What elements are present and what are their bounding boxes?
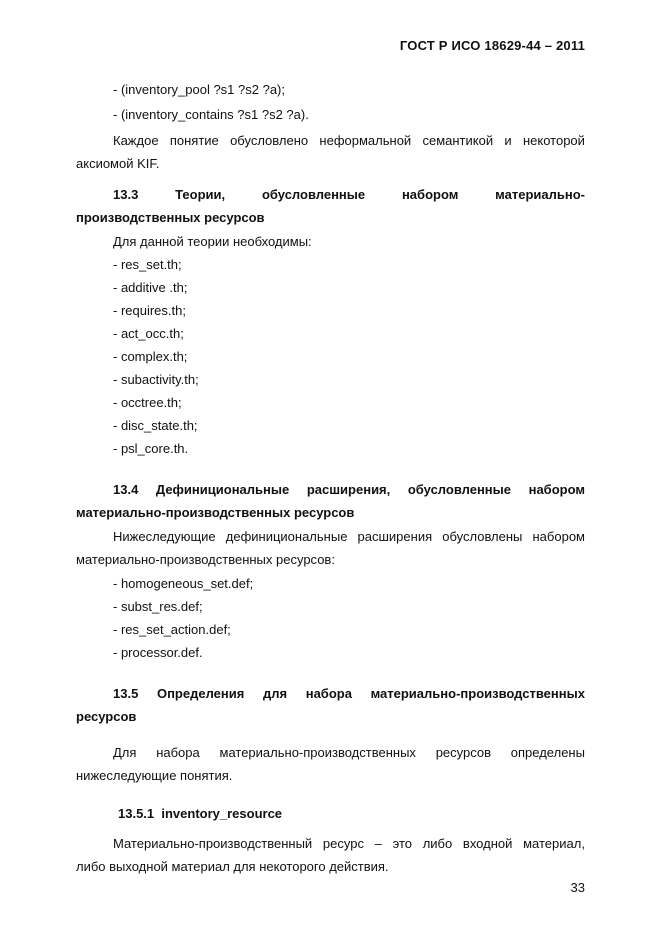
document-header: ГОСТ Р ИСО 18629-44 – 2011 <box>399 38 585 53</box>
word: обусловленные <box>407 482 511 497</box>
list-item: - (inventory_pool ?s1 ?s2 ?a); <box>113 82 285 97</box>
page-number: 33 <box>570 880 585 895</box>
word: расширения, <box>306 482 391 497</box>
word: набора <box>305 686 352 701</box>
section-13-4-lead-line1 <box>113 529 585 545</box>
word: 13.5 <box>113 686 139 701</box>
word: Для <box>113 745 137 760</box>
section-13-5-paragraph-line1 <box>113 745 585 761</box>
word: и <box>504 133 512 148</box>
list-item: - res_set.th; <box>113 257 182 272</box>
word: это <box>392 836 412 851</box>
word: Определения <box>156 686 245 701</box>
section-13-4-lead-line2: материально-производственных ресурсов: <box>76 552 335 567</box>
list-item: - occtree.th; <box>113 395 182 410</box>
word: материально- <box>495 187 585 202</box>
section-13-5-1-paragraph-line1 <box>113 836 585 852</box>
word: материал, <box>523 836 585 851</box>
section-13-5-1-paragraph-line2: либо выходной материал для некоторого действия. <box>76 859 389 874</box>
word: ресурс <box>322 836 364 851</box>
word: семантикой <box>422 133 494 148</box>
section-13-5-paragraph-line2: нижеследующие понятия. <box>76 768 233 783</box>
list-item: - (inventory_contains ?s1 ?s2 ?a). <box>113 107 309 122</box>
list-item: - disc_state.th; <box>113 418 198 433</box>
section-13-5-heading-line2: ресурсов <box>76 709 137 724</box>
intro-paragraph-line2: аксиомой KIF. <box>76 156 160 171</box>
list-item: - requires.th; <box>113 303 186 318</box>
word: набором <box>532 529 585 544</box>
word: ресурсов <box>435 745 492 760</box>
word: дефинициональные <box>225 529 348 544</box>
list-item: - subactivity.th; <box>113 372 199 387</box>
word: материально-производственных <box>219 745 416 760</box>
word: 13.4 <box>113 482 139 497</box>
list-item: - psl_core.th. <box>113 441 189 456</box>
word: обусловлены <box>442 529 523 544</box>
section-13-3-heading-line2: производственных ресурсов <box>76 210 265 225</box>
word: для <box>262 686 288 701</box>
word: некоторой <box>522 133 585 148</box>
list-item: - res_set_action.def; <box>113 622 231 637</box>
word: обусловленные <box>261 187 366 202</box>
list-item: - complex.th; <box>113 349 188 364</box>
word: набора <box>156 745 200 760</box>
word: набором <box>528 482 585 497</box>
list-item: - additive .th; <box>113 280 188 295</box>
list-item: - subst_res.def; <box>113 599 203 614</box>
word: Материально-производственный <box>113 836 313 851</box>
section-13-4-heading <box>113 482 585 498</box>
word: Нижеследующие <box>113 529 216 544</box>
section-13-5-1-heading: 13.5.1 inventory_resource <box>118 806 283 821</box>
word: 13.3 <box>113 187 139 202</box>
word: набором <box>401 187 459 202</box>
list-item: - processor.def. <box>113 645 203 660</box>
section-13-5-heading <box>113 686 585 702</box>
section-13-4-heading-line2: материально-производственных ресурсов <box>76 505 355 520</box>
word: расширения <box>357 529 433 544</box>
word: Каждое <box>113 133 159 148</box>
word: либо <box>422 836 453 851</box>
list-item: - act_occ.th; <box>113 326 184 341</box>
word: – <box>374 836 382 851</box>
word: неформальной <box>319 133 412 148</box>
word: обусловлено <box>230 133 309 148</box>
section-13-3-heading <box>113 187 585 203</box>
word: Теории, <box>175 187 226 202</box>
intro-paragraph-line1 <box>113 133 585 149</box>
word: понятие <box>169 133 219 148</box>
word: определены <box>510 745 585 760</box>
section-13-3-lead: Для данной теории необходимы: <box>113 234 312 249</box>
list-item: - homogeneous_set.def; <box>113 576 254 591</box>
word: входной <box>462 836 513 851</box>
word: материально-производственных <box>370 686 585 701</box>
word: Дефинициональные <box>155 482 290 497</box>
